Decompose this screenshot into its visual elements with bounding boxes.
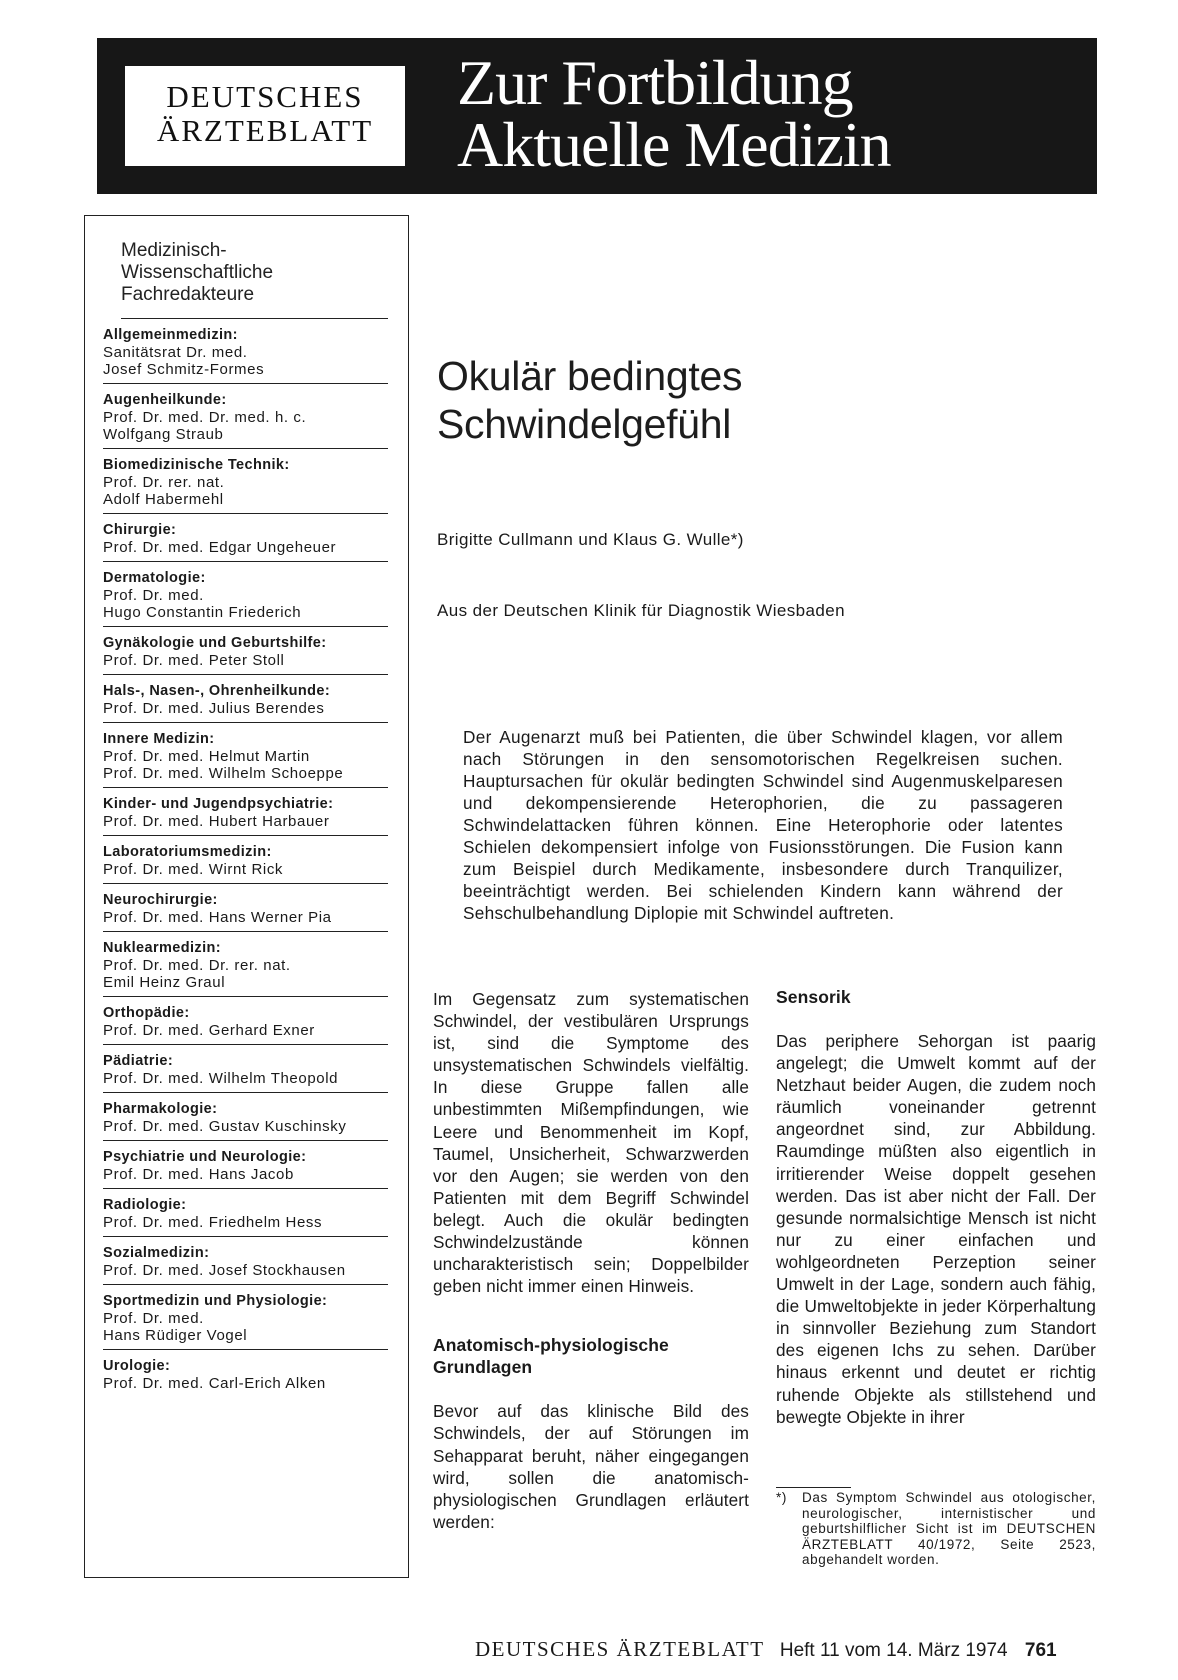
editor-entry bbox=[103, 723, 388, 788]
editor-name: Prof. Dr. med. Hans Rüdiger Vogel bbox=[103, 1310, 248, 1344]
section-title-line-1: Zur Fortbildung bbox=[457, 47, 853, 118]
editor-name: Prof. Dr. med. Julius Berendes bbox=[103, 700, 325, 717]
editor-name: Prof. Dr. med. Edgar Ungeheuer bbox=[103, 539, 337, 556]
article-affiliation: Aus der Deutschen Klinik für Diagnostik Wiesbaden bbox=[437, 601, 845, 620]
editor-specialty: Urologie: bbox=[103, 1358, 171, 1374]
editor-entry bbox=[103, 384, 388, 449]
sidebar-heading: Medizinisch- Wissenschaftliche Fachredakteure bbox=[121, 240, 274, 305]
section-title-line-2: Aktuelle Medizin bbox=[457, 109, 891, 180]
editor-entry bbox=[103, 1189, 388, 1237]
editor-specialty: Orthopädie: bbox=[103, 1005, 190, 1021]
editor-specialty: Augenheilkunde: bbox=[103, 392, 227, 408]
editor-specialty: Chirurgie: bbox=[103, 522, 177, 538]
body-column-right bbox=[776, 986, 1096, 1428]
editor-specialty: Psychiatrie und Neurologie: bbox=[103, 1149, 307, 1165]
page-footer bbox=[475, 1637, 1057, 1663]
footnote-text: Das Symptom Schwindel aus otologischer, neurologischer, internistischer und geburtshilflicher Sicht ist im DEUTSCHEN ÄRZTEBLATT 40/1972, Seite 2523, abgehandelt worden. bbox=[802, 1490, 1096, 1567]
editor-specialty: Kinder- und Jugendpsychiatrie: bbox=[103, 796, 334, 812]
footnote bbox=[776, 1490, 1096, 1568]
section-title bbox=[457, 47, 891, 180]
editor-name: Prof. Dr. med. Friedhelm Hess bbox=[103, 1214, 323, 1231]
journal-logo bbox=[125, 66, 405, 166]
page-number: 761 bbox=[1024, 1640, 1057, 1661]
editor-specialty: Laboratoriumsmedizin: bbox=[103, 844, 272, 860]
section-heading-sensorik: Sensorik bbox=[776, 987, 851, 1007]
editor-specialty: Pharmakologie: bbox=[103, 1101, 218, 1117]
footnote-marker: *) bbox=[776, 1490, 787, 1505]
editor-name: Prof. Dr. med. Dr. med. h. c. Wolfgang Straub bbox=[103, 409, 307, 443]
logo-line-2: ÄRZTEBLATT bbox=[156, 113, 374, 148]
article-abstract: Der Augenarzt muß bei Patienten, die über Schwindel klagen, vor allem nach Störungen in den sensomotorischen Regelkreisen suchen. Hauptursachen für okulär bedingten Schwindel sind Augenmuskelparesen und dekompensierende Heterophorien, die zu passageren Schwindelattacken führen können. Eine Heterophorie oder latentes Schielen dekompensiert infolge von Fusionsstörungen. Die Fusion kann zum Beispiel durch Medikamente, insbesondere durch Tranquilizer, beeinträchtigt werden. Bei schielenden Kindern kann während der Sehschulbehandlung Diplopie mit Schwindel auftreten. bbox=[463, 727, 1063, 923]
editor-specialty: Sportmedizin und Physiologie: bbox=[103, 1293, 328, 1309]
editor-specialty: Sozialmedizin: bbox=[103, 1245, 210, 1261]
editor-name: Prof. Dr. med. Carl-Erich Alken bbox=[103, 1375, 326, 1392]
editor-entry bbox=[103, 1350, 388, 1397]
footer-issue: Heft 11 vom 14. März 1974 bbox=[779, 1640, 1008, 1661]
editors-sidebar bbox=[84, 215, 409, 1578]
article-title bbox=[437, 352, 1057, 448]
editor-name: Prof. Dr. med. Hans Jacob bbox=[103, 1166, 294, 1183]
editor-specialty: Biomedizinische Technik: bbox=[103, 457, 290, 473]
editor-entry bbox=[103, 788, 388, 836]
editor-specialty: Nuklearmedizin: bbox=[103, 940, 221, 956]
editor-name: Prof. Dr. med. Dr. rer. nat. Emil Heinz Graul bbox=[103, 957, 291, 991]
editor-name: Prof. Dr. med. Wilhelm Theopold bbox=[103, 1070, 339, 1087]
editor-specialty: Neurochirurgie: bbox=[103, 892, 218, 908]
editor-entry bbox=[103, 1093, 388, 1141]
editor-specialty: Pädiatrie: bbox=[103, 1053, 174, 1069]
editor-name: Prof. Dr. med. Hubert Harbauer bbox=[103, 813, 330, 830]
editor-entry bbox=[103, 562, 388, 627]
editor-name: Prof. Dr. rer. nat. Adolf Habermehl bbox=[103, 474, 225, 508]
body-column-left bbox=[433, 988, 749, 1533]
article-title-line-2: Schwindelgefühl bbox=[437, 401, 732, 447]
editor-entry bbox=[103, 627, 388, 675]
editor-name: Prof. Dr. med. Gustav Kuschinsky bbox=[103, 1118, 347, 1135]
sensorik-paragraph: Das periphere Sehorgan ist paarig angelegt; die Umwelt kommt auf der Netzhaut beider Augen, die zudem noch räumlich voneinander getrennt angeordnet sind, zur Abbildung. Raumdinge müßten also eigentlich in irritierender Weise doppelt gesehen werden. Das ist aber nicht der Fall. Der gesunde normalsichtige Mensch ist nicht nur zu einer einfachen und wohlgeordneten Perzeption seiner Umwelt in der Lage, sondern auch fähig, die Umweltobjekte in jeder Körperhaltung in sinnvoller Beziehung zum Standort des eigenen Ichs zu sehen. Darüber hinaus erkennt und deutet er richtig ruhende Objekte als stillstehend und bewegte Objekte in ihrer bbox=[776, 1031, 1096, 1427]
footnote-rule bbox=[776, 1487, 851, 1488]
editor-specialty: Gynäkologie und Geburtshilfe: bbox=[103, 635, 327, 651]
intro-paragraph: Im Gegensatz zum systematischen Schwindel, der vestibulären Ursprungs ist, sind die Symptome des unsystematischen Schwindels vielfältig. In diese Gruppe fallen alle unbestimmten Mißempfindungen, wie Leere und Benommenheit im Kopf, Taumel, Unsicherheit, Schwarzwerden vor den Augen; sie werden von den Patienten mit dem Begriff Schwindel belegt. Auch die okulär bedingten Schwindelzustände können uncharakteristisch sein; Doppelbilder geben nicht immer einen Hinweis. bbox=[433, 989, 749, 1297]
editor-specialty: Allgemeinmedizin: bbox=[103, 327, 238, 343]
editor-entry bbox=[103, 1141, 388, 1189]
section-heading-anatomy: Anatomisch-physiologische Grundlagen bbox=[433, 1335, 669, 1378]
editor-entry bbox=[103, 836, 388, 884]
editor-entry bbox=[103, 1237, 388, 1285]
editor-specialty: Radiologie: bbox=[103, 1197, 187, 1213]
editor-name: Sanitätsrat Dr. med. Josef Schmitz-Formes bbox=[103, 344, 265, 378]
editor-name: Prof. Dr. med. Gerhard Exner bbox=[103, 1022, 315, 1039]
editor-list bbox=[103, 319, 388, 1397]
article-authors: Brigitte Cullmann und Klaus G. Wulle*) bbox=[437, 530, 744, 549]
editor-specialty: Dermatologie: bbox=[103, 570, 206, 586]
editor-name: Prof. Dr. med. Josef Stockhausen bbox=[103, 1262, 346, 1279]
article-title-line-1: Okulär bedingtes bbox=[437, 353, 743, 399]
editor-entry bbox=[103, 319, 388, 384]
editor-name: Prof. Dr. med. Hugo Constantin Friederich bbox=[103, 587, 302, 621]
editor-entry bbox=[103, 997, 388, 1045]
editor-name: Prof. Dr. med. Wirnt Rick bbox=[103, 861, 284, 878]
editor-specialty: Hals-, Nasen-, Ohrenheilkunde: bbox=[103, 683, 331, 699]
editor-entry bbox=[103, 1045, 388, 1093]
anatomy-paragraph: Bevor auf das klinische Bild des Schwindels, der auf Störungen im Sehapparat beruht, näher eingegangen wird, sollen die anatomisch-physiologischen Grundlagen erläutert werden: bbox=[433, 1401, 749, 1532]
editor-entry bbox=[103, 884, 388, 932]
editor-name: Prof. Dr. med. Helmut Martin Prof. Dr. med. Wilhelm Schoeppe bbox=[103, 748, 344, 782]
editor-entry bbox=[103, 514, 388, 562]
editor-entry bbox=[103, 932, 388, 997]
editor-entry bbox=[103, 449, 388, 514]
masthead bbox=[97, 38, 1097, 194]
editor-specialty: Innere Medizin: bbox=[103, 731, 215, 747]
editor-name: Prof. Dr. med. Peter Stoll bbox=[103, 652, 285, 669]
editor-entry bbox=[103, 675, 388, 723]
logo-line-1: DEUTSCHES bbox=[166, 79, 364, 114]
editor-name: Prof. Dr. med. Hans Werner Pia bbox=[103, 909, 332, 926]
footer-journal: DEUTSCHES ÄRZTEBLATT bbox=[475, 1637, 765, 1661]
editor-entry bbox=[103, 1285, 388, 1350]
